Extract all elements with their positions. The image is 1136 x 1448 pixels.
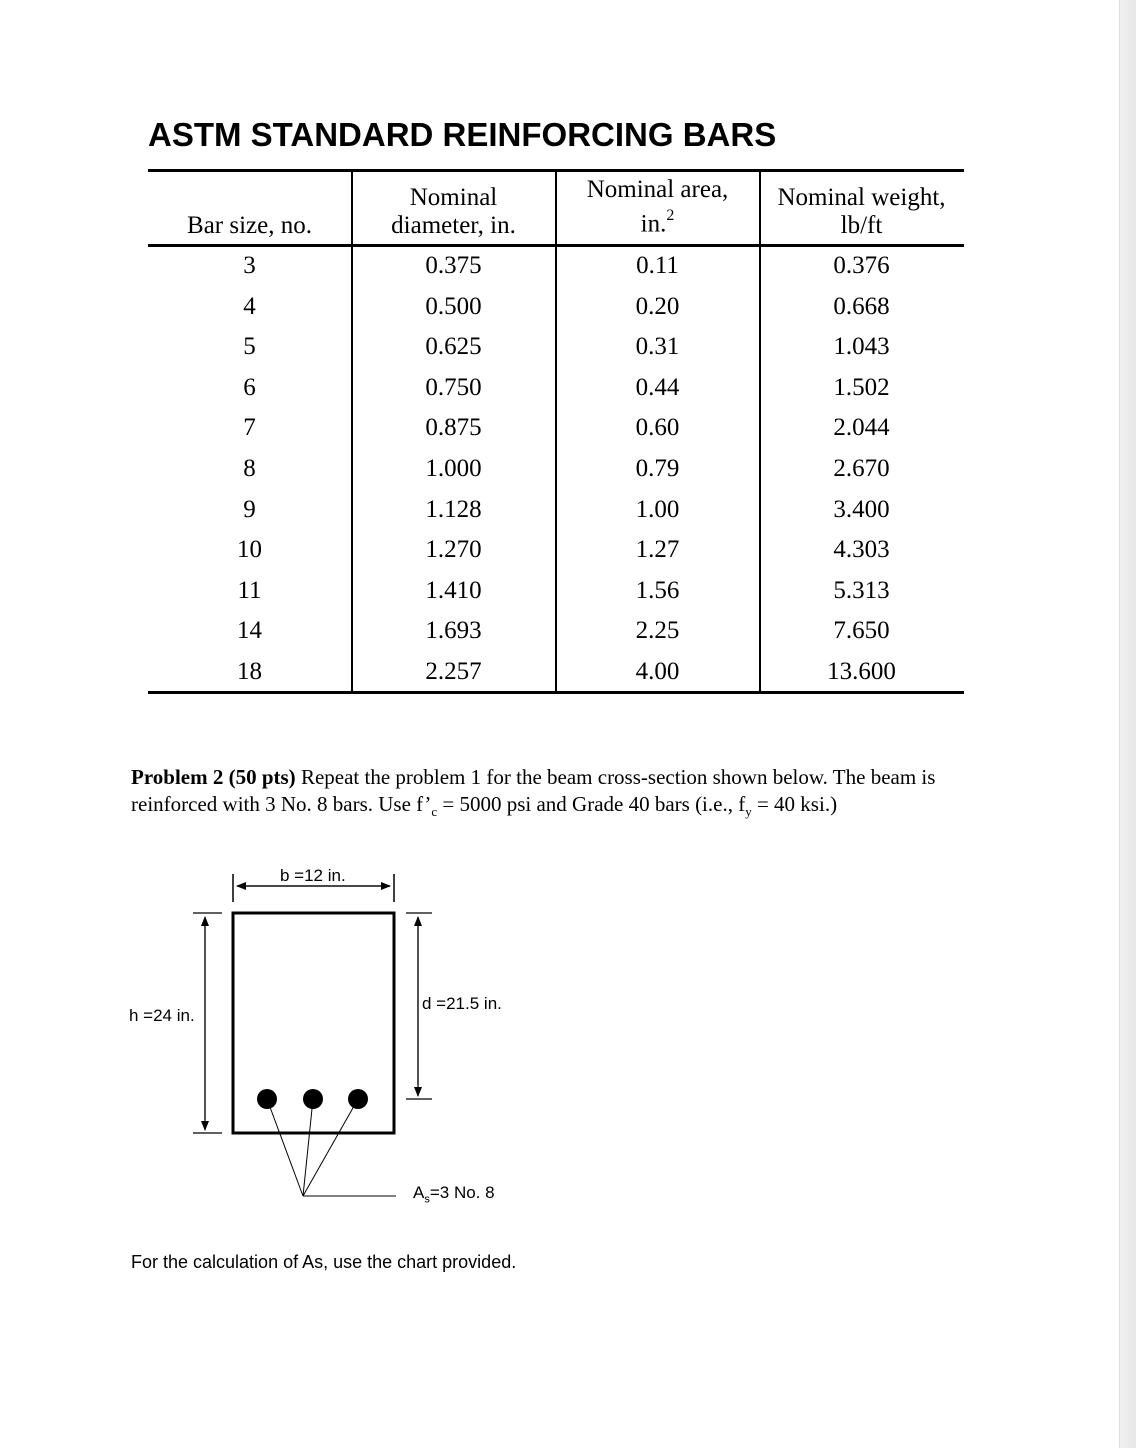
d-label: d =21.5 in.: [422, 994, 502, 1013]
cell-diameter: 0.875: [425, 414, 482, 442]
cell-diameter: 2.257: [425, 658, 482, 685]
cell-area: 1.56: [635, 576, 680, 604]
cell-weight: 0.376: [833, 252, 890, 279]
header-bar-size-text: Bar size, no.: [187, 212, 312, 239]
cell-bar-size: 4: [243, 292, 256, 320]
cell-weight: 4.303: [833, 536, 890, 564]
as-label: [413, 1183, 495, 1205]
as-prefix: A: [413, 1183, 425, 1202]
cell-bar-size: 10: [237, 536, 262, 564]
cell-bar-size: 7: [243, 414, 256, 442]
cell-area: 0.79: [635, 455, 680, 482]
cell-weight: 0.668: [833, 292, 890, 320]
cell-bar-size: 14: [237, 617, 262, 645]
cell-bar-size: 6: [243, 373, 256, 401]
cell-bar-size: 9: [243, 495, 256, 523]
problem-text-1: Repeat the problem 1 for the beam cross-section shown below. The beam is reinforced with 3 No. 8 bars. Use f’: [131, 765, 936, 816]
cell-weight: 2.044: [833, 414, 890, 442]
cell-area: 0.44: [635, 373, 680, 401]
problem-text-2: = 5000 psi and Grade 40 bars (i.e., f: [437, 792, 746, 816]
problem-text-3: = 40 ksi.): [751, 792, 838, 816]
header-area-line1: Nominal area,: [586, 175, 729, 203]
fc-subscript: c: [431, 804, 438, 820]
cell-diameter: 1.000: [425, 455, 482, 482]
as-suffix: =3 No. 8: [429, 1183, 495, 1202]
cell-weight: 3.400: [833, 495, 890, 523]
cell-weight: 2.670: [833, 455, 890, 482]
cell-bar-size: 3: [243, 252, 256, 279]
cell-area: 0.20: [635, 292, 680, 320]
h-label: h =24 in.: [129, 1006, 195, 1025]
cell-bar-size: 5: [243, 333, 256, 361]
fy-subscript: y: [745, 804, 752, 820]
leader-line: [267, 1099, 303, 1196]
cell-weight: 7.650: [833, 617, 890, 645]
cell-diameter: 1.270: [425, 536, 482, 564]
as-subscript: s: [424, 1193, 430, 1206]
header-area-unit: in.: [640, 210, 667, 237]
header-weight-line2: lb/ft: [840, 212, 883, 239]
cell-area: 0.31: [635, 333, 680, 361]
cell-diameter: 0.625: [425, 333, 482, 361]
cell-bar-size: 8: [243, 455, 256, 482]
cell-diameter: 1.128: [425, 495, 482, 523]
cell-diameter: 1.693: [425, 617, 482, 645]
cell-area: 0.11: [636, 252, 679, 279]
cell-area: 1.27: [635, 536, 680, 564]
header-area-sup: 2: [666, 206, 675, 224]
cell-diameter: 0.750: [425, 373, 482, 401]
cell-weight: 13.600: [827, 658, 896, 685]
cell-diameter: 1.410: [425, 576, 482, 604]
header-weight-line1: Nominal weight,: [777, 184, 946, 211]
cell-area: 0.60: [635, 414, 680, 442]
footer-note: For the calculation of As, use the chart provided.: [131, 1252, 517, 1272]
cell-area: 1.00: [635, 495, 680, 523]
cell-area: 2.25: [635, 617, 680, 645]
problem-heading: Problem 2 (50 pts): [131, 765, 296, 789]
cell-weight: 1.043: [833, 333, 890, 361]
cell-weight: 5.313: [833, 576, 890, 604]
cell-bar-size: 11: [237, 576, 262, 604]
header-diameter-line2: diameter, in.: [391, 212, 516, 239]
header-diameter-line1: Nominal: [409, 184, 498, 211]
b-label: b =12 in.: [280, 866, 346, 885]
cell-area: 4.00: [635, 658, 680, 685]
cell-bar-size: 18: [237, 658, 262, 685]
table-title: ASTM STANDARD REINFORCING BARS: [148, 116, 777, 153]
cell-weight: 1.502: [833, 373, 890, 401]
cell-diameter: 0.500: [425, 292, 482, 320]
cell-diameter: 0.375: [425, 252, 482, 279]
